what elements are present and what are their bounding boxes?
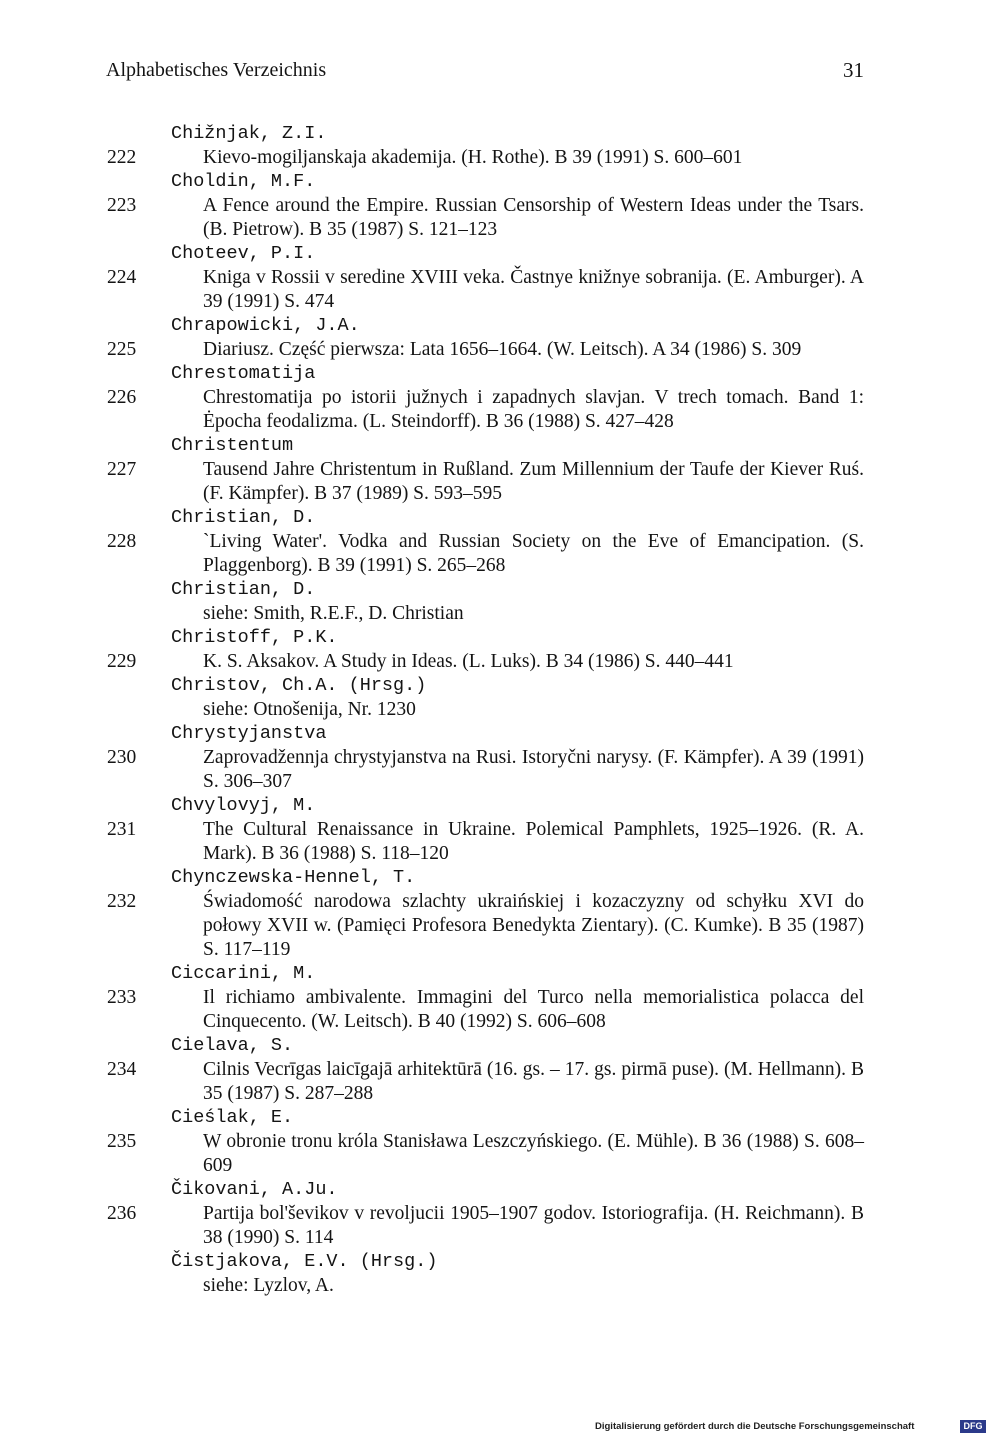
index-entry [0,170,1000,242]
entry-heading: Chrestomatija [171,363,316,384]
index-entry [0,1178,1000,1250]
entry-citation: The Cultural Renaissance in Ukraine. Polemical Pamphlets, 1925–1926. (R. A. Mark). B 36 (1988) S. 118–120 [203,819,864,864]
index-entry [0,1034,1000,1106]
entry-citation: Kievo-mogiljanskaja akademija. (H. Rothe). B 39 (1991) S. 600–601 [203,147,743,168]
entry-citation: Tausend Jahre Christentum in Rußland. Zum Millennium der Taufe der Kiever Ruś. (F. Kämpfer). B 37 (1989) S. 593–595 [203,459,864,504]
running-head-title: Alphabetisches Verzeichnis [106,59,327,81]
entry-citation: siehe: Otnošenija, Nr. 1230 [203,699,416,720]
entry-citation: Zaprovadžennja chrystyjanstva na Rusi. Istoryčni narysy. (F. Kämpfer). A 39 (1991) S. 306–307 [203,747,864,792]
entry-citation: Partija bol'ševikov v revoljucii 1905–1907 godov. Istoriografija. (H. Reichmann). B 38 (1990) S. 114 [203,1203,864,1248]
entry-number: 232 [107,891,137,912]
entry-heading: Ciccarini, M. [171,963,316,984]
index-entry [0,626,1000,674]
entry-body [0,146,1000,170]
entry-citation: K. S. Aksakov. A Study in Ideas. (L. Luks). B 34 (1986) S. 440–441 [203,651,734,672]
entry-heading: Chrystyjanstva [171,723,327,744]
index-entry [0,866,1000,962]
entry-number: 224 [107,267,137,288]
entry-number: 222 [107,147,137,168]
entry-heading: Chvylovyj, M. [171,795,316,816]
entry-heading: Chynczewska-Hennel, T. [171,867,416,888]
entry-heading: Čistjakova, E.V. (Hrsg.) [171,1251,438,1272]
index-entry [0,794,1000,866]
index-entry [0,242,1000,314]
index-entry [0,722,1000,794]
index-entry [0,578,1000,626]
entry-heading: Cielava, S. [171,1035,294,1056]
entry-body [0,458,1000,506]
entry-number: 234 [107,1059,137,1080]
entry-citation: Cilnis Vecrīgas laicīgajā arhitektūrā (16. gs. – 17. gs. pirmā puse). (M. Hellmann). B 35 (1987) S. 287–288 [203,1059,864,1104]
index-entry [0,1106,1000,1178]
entry-body [0,602,1000,626]
entry-body [0,338,1000,362]
entry-body [0,1130,1000,1178]
entry-body [0,986,1000,1034]
index-entry [0,362,1000,434]
index-entry [0,962,1000,1034]
entry-number: 226 [107,387,137,408]
entry-body [0,698,1000,722]
entry-body [0,746,1000,794]
entry-heading: Christentum [171,435,294,456]
entry-body [0,1202,1000,1250]
entry-heading: Christian, D. [171,507,316,528]
entry-citation: siehe: Smith, R.E.F., D. Christian [203,603,464,624]
entry-number: 229 [107,651,137,672]
entry-number: 233 [107,987,137,1008]
entry-citation: Świadomość narodowa szlachty ukraińskiej i kozaczyzny od schyłku XVI do połowy XVII w. (Pamięci Profesora Benedykta Zientary). (C. Kumke). B 35 (1987) S. 117–119 [203,891,864,960]
entry-number: 231 [107,819,137,840]
entry-citation: siehe: Lyzlov, A. [203,1275,334,1296]
index-entry [0,1250,1000,1298]
entry-body [0,890,1000,962]
entry-heading: Cieślak, E. [171,1107,294,1128]
entry-number: 227 [107,459,137,480]
page-number: 31 [843,58,864,82]
entry-body [0,266,1000,314]
entry-heading: Choldin, M.F. [171,171,316,192]
entry-heading: Čikovani, A.Ju. [171,1179,338,1200]
index-entry [0,122,1000,170]
index-entry [0,434,1000,506]
entry-heading: Christov, Ch.A. (Hrsg.) [171,675,427,696]
entry-number: 228 [107,531,137,552]
digitization-credit: Digitalisierung gefördert durch die Deutsche Forschungsgemeinschaft [595,1421,915,1432]
entry-body [0,386,1000,434]
entry-heading: Christoff, P.K. [171,627,338,648]
entry-body [0,194,1000,242]
entry-citation: Il richiamo ambivalente. Immagini del Turco nella memorialistica polacca del Cinquecento. (W. Leitsch). B 40 (1992) S. 606–608 [203,987,864,1032]
entry-heading: Chrapowicki, J.A. [171,315,360,336]
entry-number: 223 [107,195,137,216]
index-entry [0,506,1000,578]
entry-citation: W obronie tronu króla Stanisława Leszczyńskiego. (E. Mühle). B 36 (1988) S. 608–609 [203,1131,864,1176]
entry-body [0,1274,1000,1298]
entry-heading: Christian, D. [171,579,316,600]
entry-body [0,1058,1000,1106]
entry-citation: Chrestomatija po istorii južnych i zapadnych slavjan. V trech tomach. Band 1: Ėpocha feodalizma. (L. Steindorff). B 36 (1988) S. 427–428 [203,387,864,432]
dfg-logo: DFG [960,1420,986,1433]
index-entries [0,122,1000,1298]
entry-citation: Kniga v Rossii v seredine XVIII veka. Častnye knižnye sobranija. (E. Amburger). A 39 (1991) S. 474 [203,267,864,312]
entry-number: 236 [107,1203,137,1224]
entry-citation: `Living Water'. Vodka and Russian Society on the Eve of Emancipation. (S. Plaggenborg). B 39 (1991) S. 265–268 [203,531,864,576]
running-head [106,57,864,83]
entry-body [0,650,1000,674]
entry-heading: Chižnjak, Z.I. [171,123,327,144]
entry-number: 230 [107,747,137,768]
index-entry [0,674,1000,722]
entry-heading: Choteev, P.I. [171,243,316,264]
entry-citation: A Fence around the Empire. Russian Censorship of Western Ideas under the Tsars. (B. Pietrow). B 35 (1987) S. 121–123 [203,195,864,240]
entry-body [0,818,1000,866]
entry-number: 225 [107,339,137,360]
entry-number: 235 [107,1131,137,1152]
entry-citation: Diariusz. Część pierwsza: Lata 1656–1664. (W. Leitsch). A 34 (1986) S. 309 [203,339,802,360]
index-entry [0,314,1000,362]
entry-body [0,530,1000,578]
